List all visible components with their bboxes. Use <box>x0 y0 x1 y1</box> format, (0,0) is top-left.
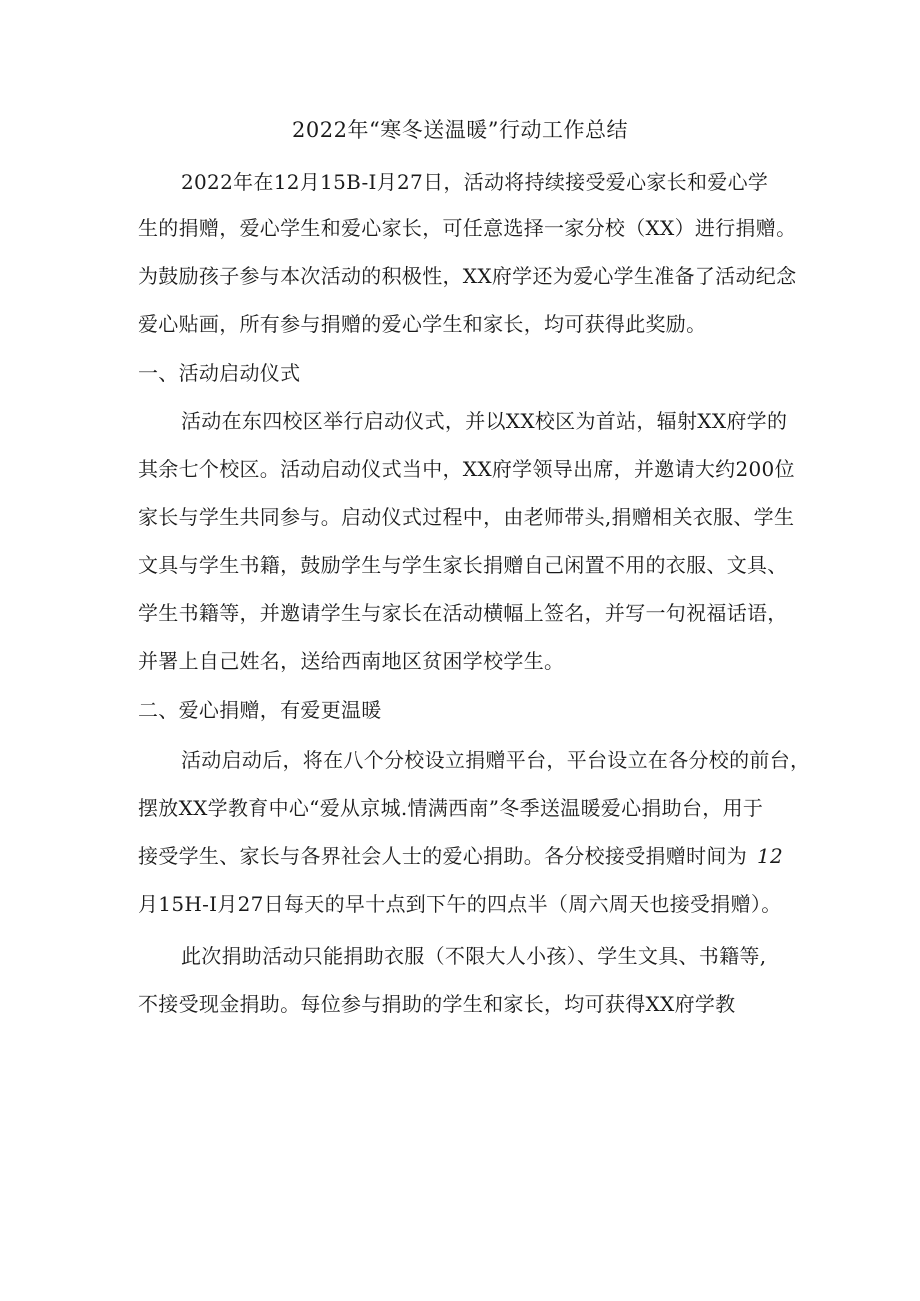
section-heading-2: 二、爱心捐赠，有爱更温暖 <box>138 698 382 722</box>
paragraph-2-line-5: 学生书籍等，并邀请学生与家长在活动横幅上签名，并写一句祝福话语， <box>138 601 788 625</box>
paragraph-3-line-1: 活动启动后，将在八个分校设立捐赠平台，平台设立在各分校的前台， <box>181 748 811 772</box>
paragraph-3-line-4: 月15H-I月27日每天的早十点到下午的四点半（周六周天也接受捐赠）。 <box>138 892 782 916</box>
paragraph-1-line-1: 2022年在12月15B-I月27日，活动将持续接受爱心家长和爱心学 <box>181 170 769 194</box>
paragraph-4-line-1: 此次捐助活动只能捐助衣服（不限大人小孩）、学生文具、书籍等, <box>181 944 767 968</box>
paragraph-3-line-3-text: 接受学生、家长与各界社会人士的爱心捐助。各分校接受捐赠时间为 <box>138 844 747 868</box>
document-title: 2022年“寒冬送温暖”行动工作总结 <box>292 118 628 142</box>
section-heading-1: 一、活动启动仪式 <box>138 361 301 385</box>
paragraph-3-line-2: 摆放XX学教育中心“爱从京城.情满西南”冬季送温暖爱心捐助台，用于 <box>138 796 764 820</box>
paragraph-1-line-2: 生的捐赠，爱心学生和爱心家长，可任意选择一家分校（XX）进行捐赠。 <box>138 216 797 240</box>
paragraph-1-line-4: 爱心贴画，所有参与捐赠的爱心学生和家长，均可获得此奖励。 <box>138 312 707 336</box>
paragraph-3-line-3-italic-number: 12 <box>757 844 784 868</box>
paragraph-3-line-3 <box>138 842 783 870</box>
paragraph-2-line-4: 文具与学生书籍，鼓励学生与学生家长捐赠自己闲置不用的衣服、文具、 <box>138 553 788 577</box>
paragraph-4-line-2: 不接受现金捐助。每位参与捐助的学生和家长，均可获得XX府学教 <box>138 992 736 1016</box>
paragraph-2-line-3: 家长与学生共同参与。启动仪式过程中，由老师带头,捐赠相关衣服、学生 <box>138 505 795 529</box>
paragraph-2-line-2: 其余七个校区。活动启动仪式当中，XX府学领导出席，并邀请大约200位 <box>138 457 795 481</box>
paragraph-2-line-1: 活动在东四校区举行启动仪式，并以XX校区为首站，辐射XX府学的 <box>181 409 788 433</box>
paragraph-1-line-3: 为鼓励孩子参与本次活动的积极性，XX府学还为爱心学生准备了活动纪念 <box>138 264 797 288</box>
paragraph-2-line-6: 并署上自己姓名，送给西南地区贫困学校学生。 <box>138 649 565 673</box>
